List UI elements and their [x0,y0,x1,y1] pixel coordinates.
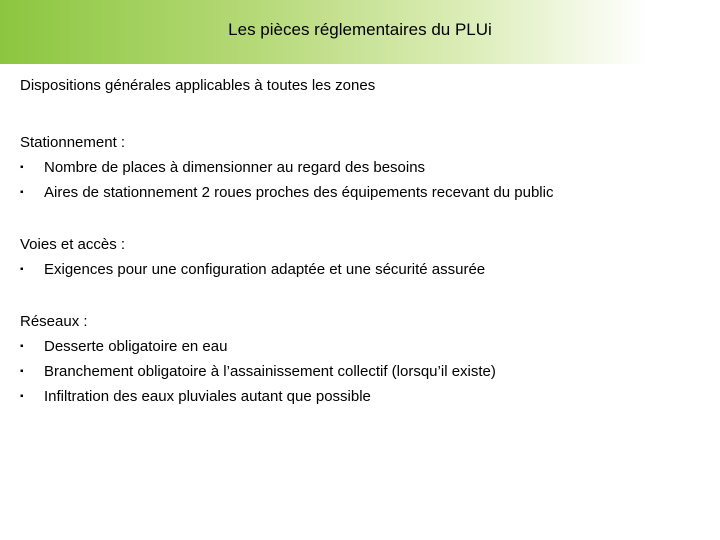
list-item-text: Aires de stationnement 2 roues proches des équipements recevant du public [44,184,554,201]
list-item-text: Infiltration des eaux pluviales autant que possible [44,388,371,405]
section-reseaux [20,313,710,406]
bullet-list [20,338,710,406]
square-bullet-icon: ▪ [20,187,24,198]
page-title: Les pièces réglementaires du PLUi [228,20,492,39]
subtitle: Dispositions générales applicables à toutes les zones [20,77,376,94]
bullet-list [20,159,710,202]
list-item-text: Desserte obligatoire en eau [44,338,228,355]
section-voies-acces [20,236,710,279]
list-item [20,338,710,356]
square-bullet-icon: ▪ [20,391,24,402]
section-heading: Stationnement : [20,134,126,151]
list-item [20,159,710,177]
section-stationnement [20,134,710,202]
section-heading: Réseaux : [20,313,88,330]
list-item-text: Exigences pour une configuration adaptée et une sécurité assurée [44,261,486,278]
square-bullet-icon: ▪ [20,162,24,173]
list-item [20,363,710,381]
list-item-text: Branchement obligatoire à l’assainissement collectif (lorsqu’il existe) [44,363,496,380]
list-item [20,261,710,279]
square-bullet-icon: ▪ [20,341,24,352]
bullet-list [20,261,710,279]
list-item-text: Nombre de places à dimensionner au regard des besoins [44,159,426,176]
list-item [20,184,710,202]
square-bullet-icon: ▪ [20,366,24,377]
list-item [20,388,710,406]
section-heading: Voies et accès : [20,236,126,253]
square-bullet-icon: ▪ [20,264,24,275]
